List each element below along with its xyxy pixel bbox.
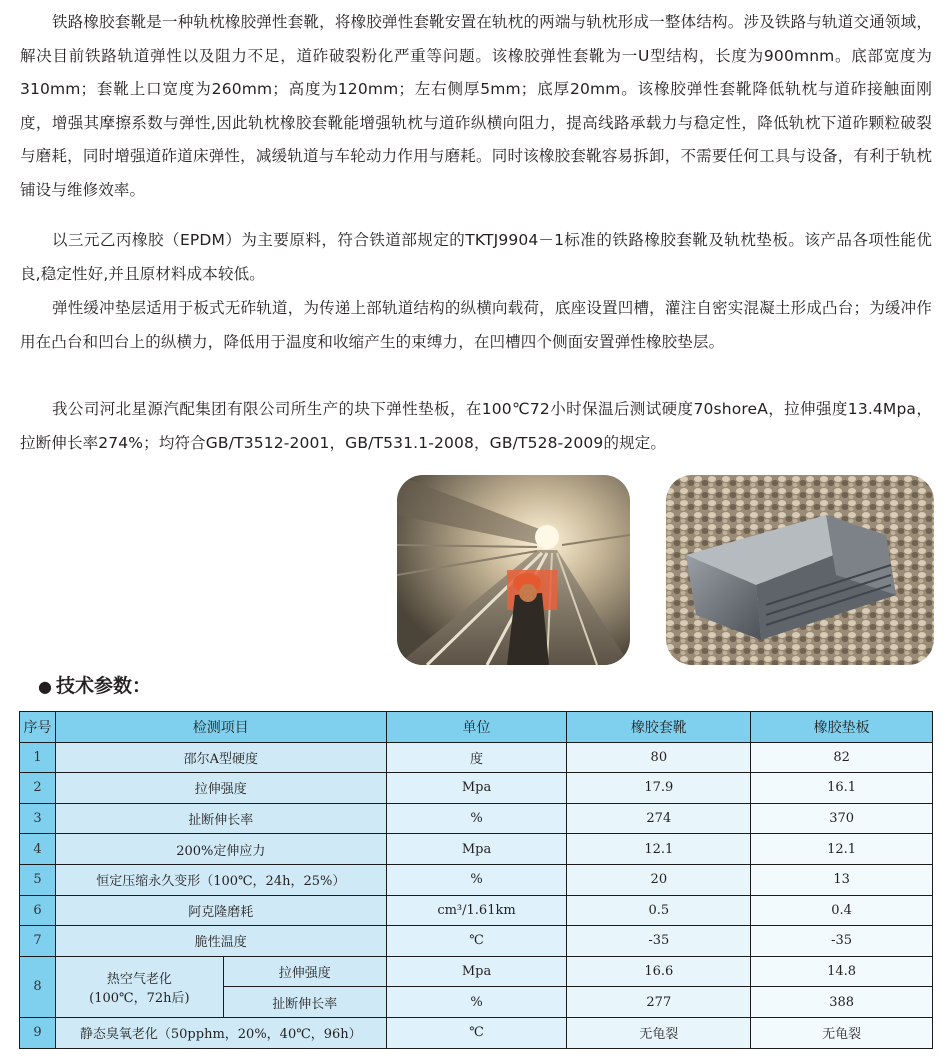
- row-sub-item: 扯断伸长率: [223, 987, 386, 1018]
- table-row: [20, 803, 933, 834]
- row-item: 200%定伸应力: [55, 834, 386, 865]
- row-unit: ℃: [386, 1017, 567, 1048]
- table-row: [20, 773, 933, 804]
- material-paragraph: 以三元乙丙橡胶（EPDM）为主要原料，符合铁道部规定的TKTJ9904－1标准的铁路橡胶套靴及轨枕垫板。该产品各项性能优良,稳定性好,并且原材料成本较低。: [20, 231, 932, 283]
- row-unit: ℃: [386, 926, 567, 957]
- table-row: [20, 895, 933, 926]
- row-boot-value: -35: [567, 926, 751, 957]
- row-no: 8: [20, 956, 56, 1017]
- group-line-2: (100℃，72h后): [89, 990, 190, 1006]
- row-item: 拉伸强度: [55, 773, 386, 804]
- row-boot-value: 0.5: [567, 895, 751, 926]
- row-pad-value: 0.4: [751, 895, 933, 926]
- row-pad-value: 82: [751, 742, 933, 773]
- row-boot-value: 16.6: [567, 956, 751, 987]
- header-pad: 橡胶垫板: [751, 712, 933, 743]
- group-line-1: 热空气老化: [106, 971, 172, 987]
- row-pad-value: 370: [751, 803, 933, 834]
- row-item: 阿克隆磨耗: [55, 895, 386, 926]
- company-test-paragraph: 我公司河北星源汽配集团有限公司所生产的块下弹性垫板，在100℃72小时保温后测试硬度70shoreA，拉伸强度13.4Mpa，拉断伸长率274%；均符合GB/T3512-2001，GB/T531.1-2008，GB/T528-2009的规定。: [20, 400, 932, 452]
- row-boot-value: 无龟裂: [567, 1017, 751, 1048]
- row-no: 1: [20, 742, 56, 773]
- table-row: [20, 864, 933, 895]
- bullet-icon: ●: [38, 677, 52, 696]
- tunnel-photo: [397, 475, 630, 665]
- header-unit: 单位: [386, 712, 567, 743]
- row-boot-value: 12.1: [567, 834, 751, 865]
- row-item: 脆性温度: [55, 926, 386, 957]
- row-pad-value: 388: [751, 987, 933, 1018]
- row-item: 静态臭氧老化（50pphm，20%，40℃，96h）: [55, 1017, 386, 1048]
- row-no: 9: [20, 1017, 56, 1048]
- header-boot: 橡胶套靴: [567, 712, 751, 743]
- row-item: 扯断伸长率: [55, 803, 386, 834]
- row-boot-value: 277: [567, 987, 751, 1018]
- row-sub-item: 拉伸强度: [223, 956, 386, 987]
- row-unit: Mpa: [386, 773, 567, 804]
- row-pad-value: 14.8: [751, 956, 933, 987]
- row-no: 5: [20, 864, 56, 895]
- row-no: 6: [20, 895, 56, 926]
- row-pad-value: 无龟裂: [751, 1017, 933, 1048]
- section-title: ● 技术参数：: [38, 675, 151, 697]
- table-row: [20, 742, 933, 773]
- row-boot-value: 274: [567, 803, 751, 834]
- tech-params-table: [19, 711, 933, 1049]
- row-item: 邵尔A型硬度: [55, 742, 386, 773]
- row-pad-value: 12.1: [751, 834, 933, 865]
- row-unit: Mpa: [386, 834, 567, 865]
- table-row: [20, 1017, 933, 1048]
- row-unit: %: [386, 803, 567, 834]
- rubber-boot-photo: [666, 475, 934, 665]
- row-unit: %: [386, 987, 567, 1018]
- row-pad-value: 13: [751, 864, 933, 895]
- row-unit: 度: [386, 742, 567, 773]
- row-pad-value: -35: [751, 926, 933, 957]
- row-item: 恒定压缩永久变形（100℃，24h，25%）: [55, 864, 386, 895]
- row-unit: Mpa: [386, 956, 567, 987]
- header-no: 序号: [20, 712, 56, 743]
- row-unit: %: [386, 864, 567, 895]
- table-row: [20, 926, 933, 957]
- header-item: 检测项目: [55, 712, 386, 743]
- row-boot-value: 20: [567, 864, 751, 895]
- buffer-layer-paragraph: 弹性缓冲垫层适用于板式无砟轨道，为传递上部轨道结构的纵横向载荷，底座设置凹槽，灌注自密实混凝土形成凸台；为缓冲作用在凸台和凹台上的纵横力，降低用于温度和收缩产生的束缚力，在凹槽四个侧面安置弹性橡胶垫层。: [20, 299, 932, 351]
- row-no: 3: [20, 803, 56, 834]
- row-no: 4: [20, 834, 56, 865]
- table-row: [20, 956, 933, 987]
- table-header-row: [20, 712, 933, 743]
- row-boot-value: 17.9: [567, 773, 751, 804]
- row-no: 7: [20, 926, 56, 957]
- row-pad-value: 16.1: [751, 773, 933, 804]
- row-no: 2: [20, 773, 56, 804]
- table-row: [20, 834, 933, 865]
- row-group-item: [55, 956, 223, 1017]
- row-boot-value: 80: [567, 742, 751, 773]
- row-unit: cm³/1.61km: [386, 895, 567, 926]
- intro-paragraph: 铁路橡胶套靴是一种轨枕橡胶弹性套靴，将橡胶弹性套靴安置在轨枕的两端与轨枕形成一整体结构。涉及铁路与轨道交通领域，解决目前铁路轨道弹性以及阻力不足，道砟破裂粉化严重等问题。该橡胶弹性套靴为一U型结构，长度为900mnm。底部宽度为310mm；套靴上口宽度为260mm；高度为120mm；左右侧厚5mm；底厚20mm。该橡胶弹性套靴降低轨枕与道砟接触面刚度，增强其摩擦系数与弹性,因此轨枕橡胶套靴能增强轨枕与道砟纵横向阻力，提高线路承载力与稳定性，降低轨枕下道砟颗粒破裂与磨耗，同时增强道砟道床弹性，减缓轨道与车轮动力作用与磨耗。同时该橡胶套靴容易拆卸，不需要任何工具与设备，有利于轨枕铺设与维修效率。: [20, 13, 932, 199]
